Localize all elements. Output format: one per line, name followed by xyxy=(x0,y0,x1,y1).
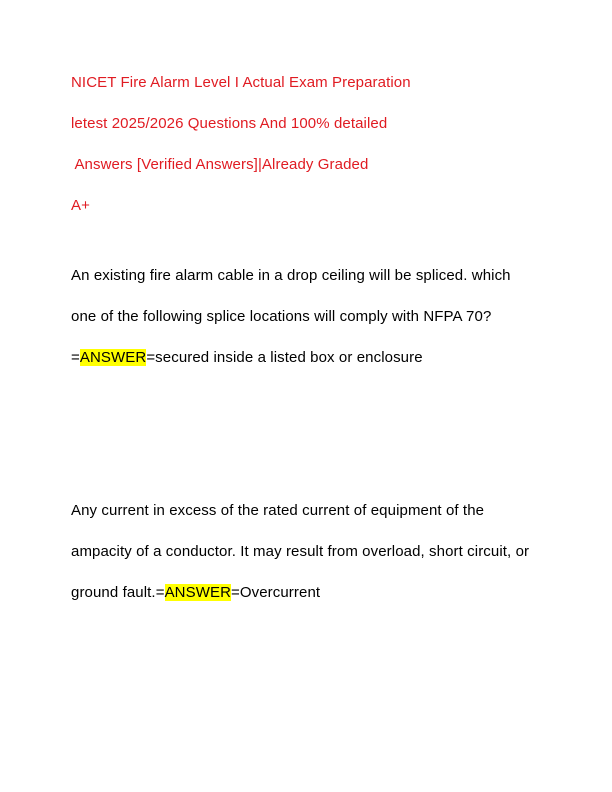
qa-item-1-text xyxy=(71,255,537,378)
qa-item-1-answer: =secured inside a listed box or enclosure xyxy=(146,349,423,366)
title-line-1: NICET Fire Alarm Level I Actual Exam Preparation xyxy=(71,74,411,91)
qa-items-gap xyxy=(71,393,537,475)
document-title xyxy=(71,62,537,226)
title-line-2: letest 2025/2026 Questions And 100% detailed xyxy=(71,115,388,132)
title-body-gap xyxy=(71,226,537,240)
qa-item-1-answer-marker: ANSWER xyxy=(79,349,147,366)
document-text-column xyxy=(71,62,537,628)
qa-item-2-question: Any current in excess of the rated current of equipment of the ampacity of a conductor. It may result from overload, short circuit, or ground fault.= xyxy=(71,502,530,601)
qa-item-2-answer: =Overcurrent xyxy=(231,584,321,601)
title-line-4: A+ xyxy=(71,197,90,214)
qa-item-1 xyxy=(71,255,537,378)
qa-item-2-answer-marker: ANSWER xyxy=(164,584,231,601)
title-line-3: Answers [Verified Answers]|Already Graded xyxy=(71,156,369,173)
qa-item-2 xyxy=(71,490,537,613)
qa-item-2-text xyxy=(71,490,537,613)
qa-item-1-question: An existing fire alarm cable in a drop ceiling will be spliced. which one of the following splice locations will comply with NFPA 70?= xyxy=(71,267,511,366)
